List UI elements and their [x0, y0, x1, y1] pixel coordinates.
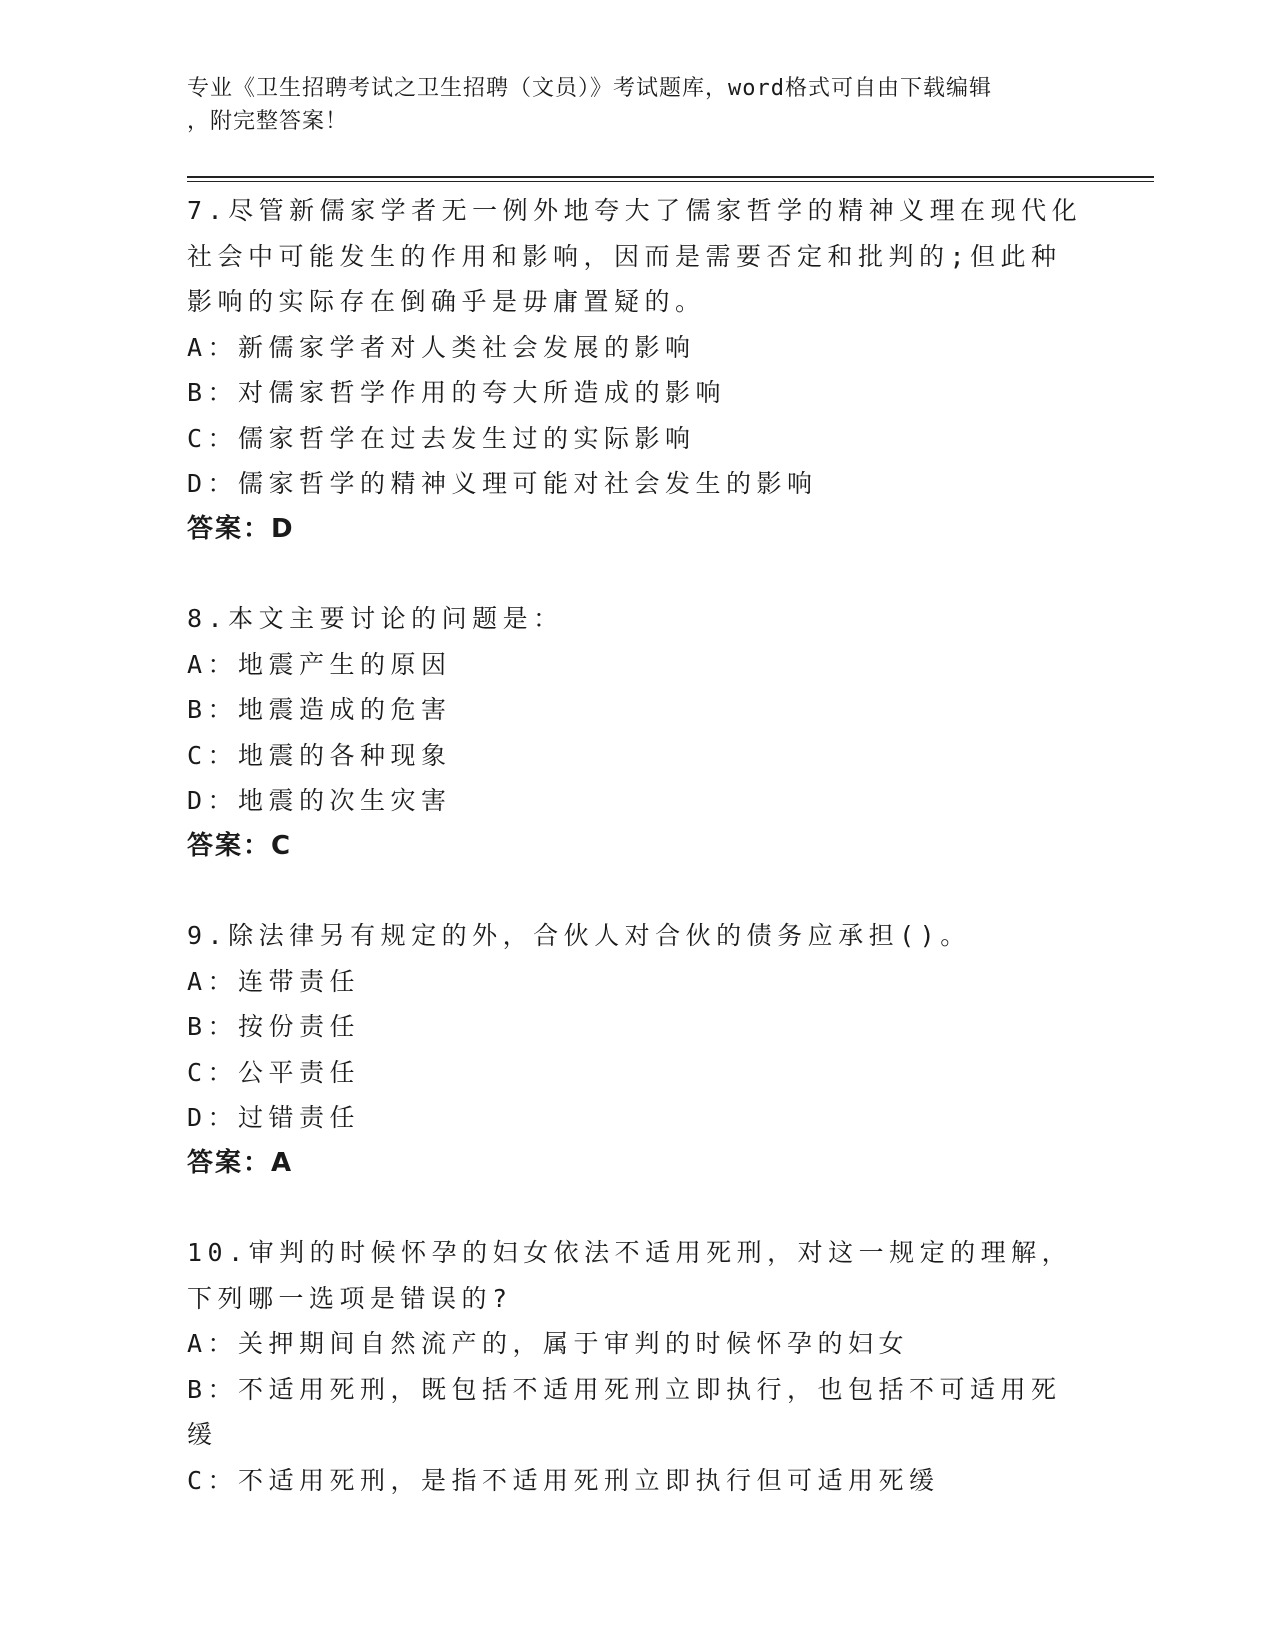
question-list: [187, 188, 1087, 1547]
option-a: A：关押期间自然流产的，属于审判的时候怀孕的妇女: [187, 1329, 910, 1358]
question-text: 8.本文主要讨论的问题是：: [187, 604, 564, 633]
option-d: D：儒家哲学的精神义理可能对社会发生的影响: [187, 469, 818, 498]
option-c: C：儒家哲学在过去发生过的实际影响: [187, 423, 696, 453]
header-divider-thick: [187, 176, 1154, 178]
option-b: B：按份责任: [187, 1012, 361, 1041]
option-a: A：地震产生的原因: [187, 649, 452, 679]
option-d: D：过错责任: [187, 1103, 361, 1132]
option-a: A：连带责任: [187, 966, 361, 996]
answer-label: 答案：C: [187, 830, 293, 861]
question-text: 7.尽管新儒家学者无一例外地夸大了儒家哲学的精神义理在现代化社会中可能发生的作用和影响，因而是需要否定和批判的;但此种影响的实际存在倒确乎是毋庸置疑的。: [187, 196, 1083, 316]
question-9: [187, 913, 1087, 1186]
header-line-1: 专业《卫生招聘考试之卫生招聘（文员）》考试题库，word格式可自由下载编辑: [187, 76, 992, 101]
option-c: C：不适用死刑，是指不适用死刑立即执行但可适用死缓: [187, 1465, 940, 1495]
answer-label: 答案：A: [187, 1147, 294, 1178]
header-divider-thin: [187, 181, 1154, 182]
header-line-2: ，附完整答案！: [187, 109, 349, 134]
option-b: B：不适用死刑，既包括不适用死刑立即执行，也包括不可适用死缓: [187, 1374, 1062, 1449]
option-c: C：地震的各种现象: [187, 740, 452, 770]
question-text: 10.审判的时候怀孕的妇女依法不适用死刑，对这一规定的理解，下列哪一选项是错误的?: [187, 1238, 1073, 1313]
answer-label: 答案：D: [187, 513, 295, 544]
question-text: 9.除法律另有规定的外，合伙人对合伙的债务应承担()。: [187, 921, 971, 950]
question-10: [187, 1230, 1087, 1503]
option-b: B：地震造成的危害: [187, 695, 452, 724]
option-a: A：新儒家学者对人类社会发展的影响: [187, 332, 696, 362]
question-7: [187, 188, 1087, 552]
option-b: B：对儒家哲学作用的夸大所造成的影响: [187, 378, 727, 407]
option-d: D：地震的次生灾害: [187, 786, 452, 815]
document-header: [187, 72, 1067, 138]
question-8: [187, 596, 1087, 869]
option-c: C：公平责任: [187, 1057, 361, 1087]
